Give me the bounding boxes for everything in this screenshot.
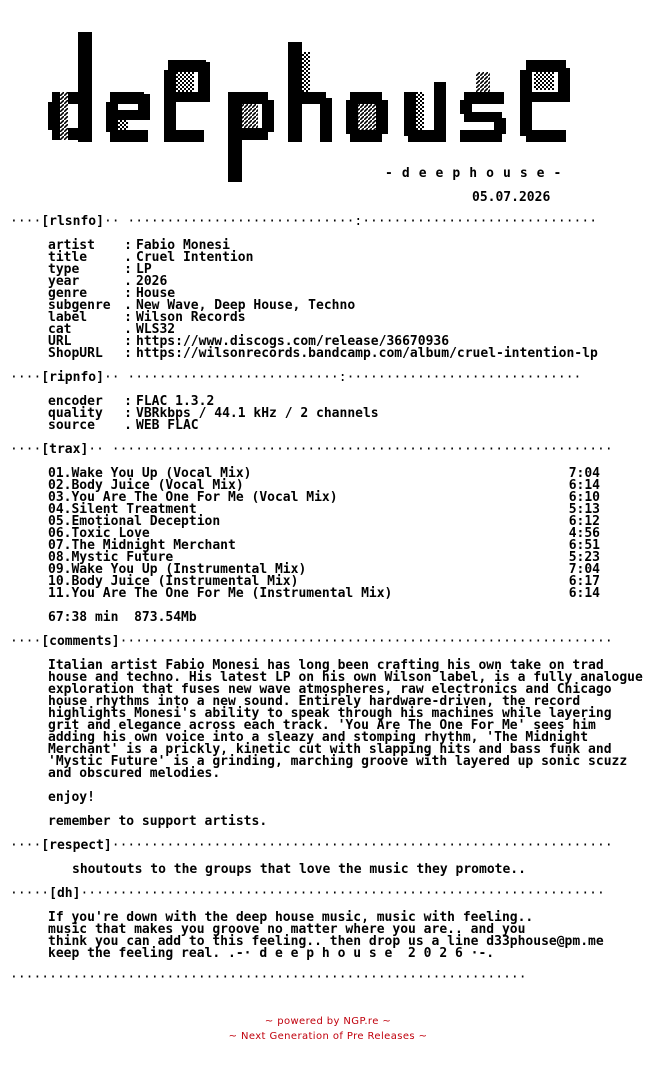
section-divider-dh: ·····[dh]··································································· [10,886,605,901]
dh-line: keep the feeling real. .-· d e e p h o u s e 2 0 2 6 ·-. [48,946,495,961]
section-divider-trax: ····[trax]·· ································································ [10,442,613,457]
section-title-ripnfo: [ripnfo] [41,370,104,385]
track-row: 02.Body Juice (Vocal Mix) 6:14 [48,478,600,493]
footer-powered-by[interactable]: ~ powered by NGP.re ~ [264,1016,392,1027]
release-row: label : Wilson Records [48,310,246,325]
track-row: 03.You Are The One For Me (Vocal Mix) 6:10 [48,490,600,505]
release-row: year . 2026 [48,274,168,289]
total-runtime-size: 67:38 min 873.54Mb [48,610,197,625]
track-row: 09.Wake You Up (Instrumental Mix) 7:04 [48,562,600,577]
section-divider-ripnfo: ····[ripnfo]·· ···························:······························ [10,370,582,385]
section-title-comments: [comments] [41,634,120,649]
track-row: 11.You Are The One For Me (Instrumental Mix) 6:14 [48,586,600,601]
release-date: 05.07.2026 [472,190,551,205]
release-row: type : LP [48,262,152,277]
bandcamp-link[interactable]: https://wilsonrecords.bandcamp.com/album/cruel-intention-lp [136,346,598,361]
section-divider-rlsnfo: ····[rlsnfo]·· ·····························:······························ [10,214,598,229]
comments-body: Italian artist Fabio Monesi has long been crafting his own take on trad house and techno. His latest LP on his own Wilson label, is a fully analogue exploration that fuses new wave atmospheres, raw electronics and Chicago house rhythms into a new sound. Entirely hardware-driven, the record highlights Monesi's ability to speak through his machines while layering grit and elegance across each track. 'You Are The One For Me' sees him adding his own voice into a sleazy and stomping rhythm, 'The Midnight Merchant' is a prickly, kinetic cut with slapping hits and bass funk and 'Mystic Future' is a grinding, marching groove with layered up sonic scuzz and obscured melodies. [48,658,643,781]
release-row-url: URL : https://www.discogs.com/release/36670936 [48,334,450,349]
tagline: - d e e p h o u s e - [385,166,562,181]
track-row: 04.Silent Treatment 5:13 [48,502,600,517]
rip-row: encoder : FLAC 1.3.2 [48,394,215,409]
discogs-link[interactable]: https://www.discogs.com/release/36670936 [136,334,450,349]
track-row: 01.Wake You Up (Vocal Mix) 7:04 [48,466,600,481]
enjoy-text: enjoy! [48,790,95,805]
footer-tagline: ~ Next Generation of Pre Releases ~ [228,1031,428,1042]
release-row-shopurl: ShopURL : https://wilsonrecords.bandcamp.com/album/cruel-intention-lp [48,346,598,361]
section-title-trax: [trax] [41,442,89,457]
release-row: cat . WLS32 [48,322,176,337]
dh-line: think you can add to this feeling.. then drop us a line d33phouse@pm.me [48,934,604,949]
support-text: remember to support artists. [48,814,268,829]
section-title-respect: [respect] [41,838,112,853]
release-row: genre : House [48,286,176,301]
closing-divider: ·································································· [10,970,527,985]
release-row: title . Cruel Intention [48,250,254,265]
track-row: 10.Body Juice (Instrumental Mix) 6:17 [48,574,600,589]
dh-line: music that makes you groove no matter where you are.. and you [48,922,526,937]
rip-row: quality : VBRkbps / 44.1 kHz / 2 channels [48,406,379,421]
track-row: 07.The Midnight Merchant 6:51 [48,538,600,553]
track-row: 05.Emotional Deception 6:12 [48,514,600,529]
section-title-dh: [dh] [49,886,81,901]
section-title-rlsnfo: [rlsnfo] [41,214,104,229]
section-divider-respect: ····[respect]································································ [10,838,613,853]
release-row: subgenre . New Wave, Deep House, Techno [48,298,356,313]
dh-line: If you're down with the deep house music, music with feeling.. [48,910,534,925]
deephouse-logo [48,32,578,182]
section-divider-comments: ····[comments]······························································· [10,634,613,649]
release-row: artist : Fabio Monesi [48,238,230,253]
respect-text: shoutouts to the groups that love the music they promote.. [72,862,526,877]
track-row: 06.Toxic Love 4:56 [48,526,600,541]
rip-row: source . WEB FLAC [48,418,199,433]
track-row: 08.Mystic Future 5:23 [48,550,600,565]
